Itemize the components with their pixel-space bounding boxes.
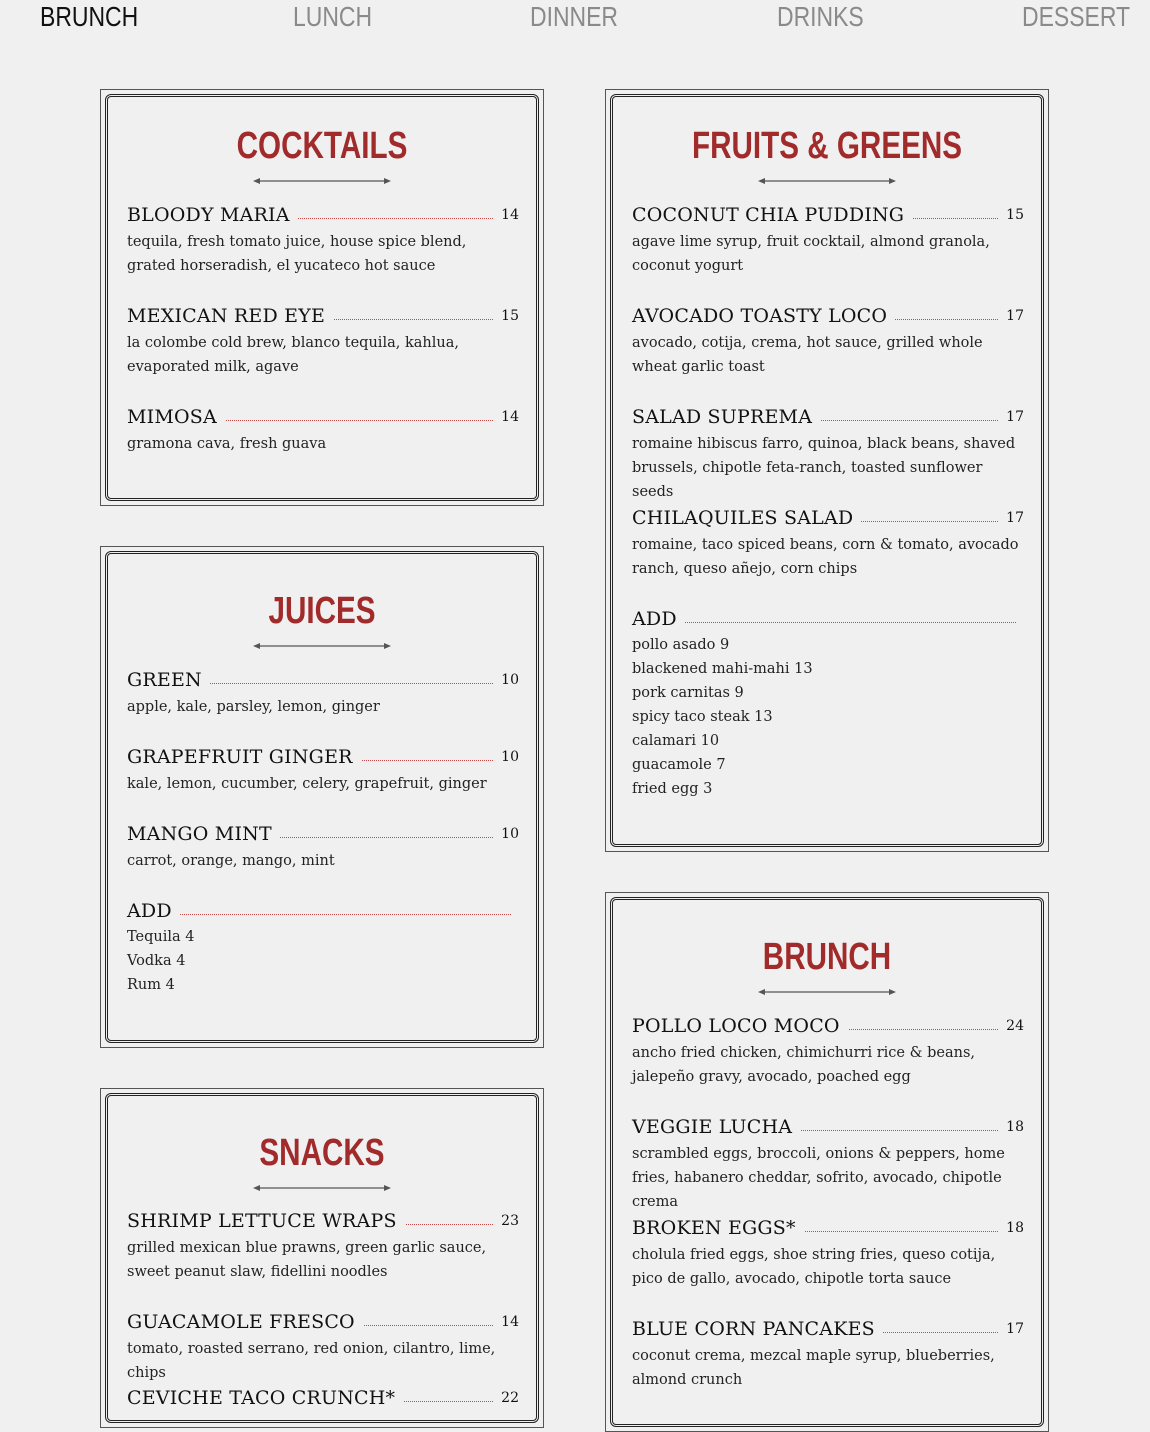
menu-item <box>632 506 1024 581</box>
item-description: apple, kale, parsley, lemon, ginger <box>127 699 380 715</box>
item-price: 17 <box>998 1320 1024 1338</box>
item-name: AVOCADO TOASTY LOCO <box>632 304 895 328</box>
menu-item <box>127 1310 519 1385</box>
item-name: BLOODY MARIA <box>127 203 298 227</box>
section-title: COCKTAILS <box>236 125 408 167</box>
menu-item <box>127 745 519 796</box>
item-name: GREEN <box>127 668 210 692</box>
tab-brunch[interactable]: BRUNCH <box>40 1 139 32</box>
section-title: BRUNCH <box>762 936 892 978</box>
item-price: 18 <box>998 1118 1024 1136</box>
ornament-arrow-divider-icon <box>253 177 391 185</box>
item-price: 10 <box>493 825 519 843</box>
item-description: carrot, orange, mango, mint <box>127 853 335 869</box>
section-title: SNACKS <box>259 1132 385 1174</box>
snacks-card <box>100 1088 544 1428</box>
menu-item <box>632 1216 1024 1291</box>
menu-item <box>127 668 519 719</box>
item-name: BROKEN EGGS* <box>632 1216 804 1240</box>
tab-lunch[interactable]: LUNCH <box>293 1 373 32</box>
tab-dessert[interactable]: DESSERT <box>1022 1 1131 32</box>
item-name: CHILAQUILES SALAD <box>632 506 861 530</box>
item-price: 10 <box>493 748 519 766</box>
item-price: 15 <box>998 206 1024 224</box>
item-description: grilled mexican blue prawns, green garlic sauce, sweet peanut slaw, fidellini noodles <box>127 1240 487 1280</box>
item-description: gramona cava, fresh guava <box>127 436 327 452</box>
menu-item <box>127 822 519 873</box>
menu-item <box>632 1014 1024 1089</box>
item-description: ancho fried chicken, chimichurri rice & beans, jalepeño gravy, avocado, poached egg <box>632 1045 976 1085</box>
add-label: ADD <box>632 607 685 631</box>
add-option: spicy taco steak 13 <box>632 709 773 725</box>
item-price: 17 <box>998 408 1024 426</box>
item-price: 17 <box>998 509 1024 527</box>
add-ons <box>632 607 1024 801</box>
add-option: Rum 4 <box>127 977 175 993</box>
item-description: coconut crema, mezcal maple syrup, blueberries, almond crunch <box>632 1348 995 1388</box>
item-name: CEVICHE TACO CRUNCH* <box>127 1386 403 1410</box>
item-description: kale, lemon, cucumber, celery, grapefruit, ginger <box>127 776 487 792</box>
item-name: BLUE CORN PANCAKES <box>632 1317 883 1341</box>
section-title: FRUITS & GREENS <box>691 125 963 167</box>
ornament-arrow-divider-icon <box>253 642 391 650</box>
dot-leader <box>632 622 1016 623</box>
cocktails-card <box>100 89 544 506</box>
item-name: GUACAMOLE FRESCO <box>127 1310 363 1334</box>
item-name: COCONUT CHIA PUDDING <box>632 203 912 227</box>
tab-drinks[interactable]: DRINKS <box>777 1 864 32</box>
ornament-arrow-divider-icon <box>253 1184 391 1192</box>
item-description: la colombe cold brew, blanco tequila, kahlua, evaporated milk, agave <box>127 335 459 375</box>
dot-leader <box>127 914 511 915</box>
item-name: GRAPEFRUIT GINGER <box>127 745 361 769</box>
item-price: 24 <box>998 1017 1024 1035</box>
item-description: cholula fried eggs, shoe string fries, queso cotija, pico de gallo, avocado, chipotle torta sauce <box>632 1247 996 1287</box>
add-option: Vodka 4 <box>127 953 186 969</box>
ornament-arrow-divider-icon <box>758 988 896 996</box>
brunch-card <box>605 892 1049 1432</box>
add-option: guacamole 7 <box>632 757 726 773</box>
item-description: romaine hibiscus farro, quinoa, black beans, shaved brussels, chipotle feta-ranch, toasted sunflower seeds <box>632 436 1016 500</box>
section-title: JUICES <box>268 590 376 632</box>
item-price: 14 <box>493 1313 519 1331</box>
menu-item <box>632 304 1024 379</box>
menu-item <box>127 1209 519 1284</box>
add-option: fried egg 3 <box>632 781 713 797</box>
item-description: avocado, cotija, crema, hot sauce, grilled whole wheat garlic toast <box>632 335 983 375</box>
add-option: pollo asado 9 <box>632 637 730 653</box>
item-price: 10 <box>493 671 519 689</box>
fruits-greens-card <box>605 89 1049 852</box>
item-price: 22 <box>493 1389 519 1407</box>
menu-item <box>127 1386 519 1412</box>
item-name: VEGGIE LUCHA <box>632 1115 800 1139</box>
item-name: SALAD SUPREMA <box>632 405 820 429</box>
item-description: tequila, fresh tomato juice, house spice blend, grated horseradish, el yucateco hot sauce <box>127 234 467 274</box>
item-price: 17 <box>998 307 1024 325</box>
item-description: scrambled eggs, broccoli, onions & peppers, home fries, habanero cheddar, sofrito, avocado, chipotle crema <box>632 1146 1005 1210</box>
item-name: MEXICAN RED EYE <box>127 304 333 328</box>
menu-item <box>632 1317 1024 1392</box>
item-price: 14 <box>493 206 519 224</box>
item-description: agave lime syrup, fruit cocktail, almond granola, coconut yogurt <box>632 234 990 274</box>
add-option: blackened mahi-mahi 13 <box>632 661 813 677</box>
item-description: romaine, taco spiced beans, corn & tomato, avocado ranch, queso añejo, corn chips <box>632 537 1019 577</box>
juices-card <box>100 546 544 1048</box>
item-price: 14 <box>493 408 519 426</box>
menu-item <box>632 405 1024 504</box>
menu-item <box>127 304 519 379</box>
item-description: tomato, roasted serrano, red onion, cilantro, lime, chips <box>127 1341 496 1381</box>
menu-item <box>632 203 1024 278</box>
add-option: Tequila 4 <box>127 929 195 945</box>
item-price: 23 <box>493 1212 519 1230</box>
menu-item <box>127 203 519 278</box>
item-price: 15 <box>493 307 519 325</box>
item-price: 18 <box>998 1219 1024 1237</box>
add-option: pork carnitas 9 <box>632 685 744 701</box>
add-ons <box>127 899 519 997</box>
menu-category-nav <box>0 0 1150 40</box>
add-option: calamari 10 <box>632 733 720 749</box>
item-name: SHRIMP LETTUCE WRAPS <box>127 1209 405 1233</box>
item-name: MIMOSA <box>127 405 225 429</box>
menu-item <box>127 405 519 456</box>
menu-item <box>632 1115 1024 1214</box>
item-name: MANGO MINT <box>127 822 280 846</box>
item-name: POLLO LOCO MOCO <box>632 1014 848 1038</box>
ornament-arrow-divider-icon <box>758 177 896 185</box>
tab-dinner[interactable]: DINNER <box>530 1 619 32</box>
add-label: ADD <box>127 899 180 923</box>
